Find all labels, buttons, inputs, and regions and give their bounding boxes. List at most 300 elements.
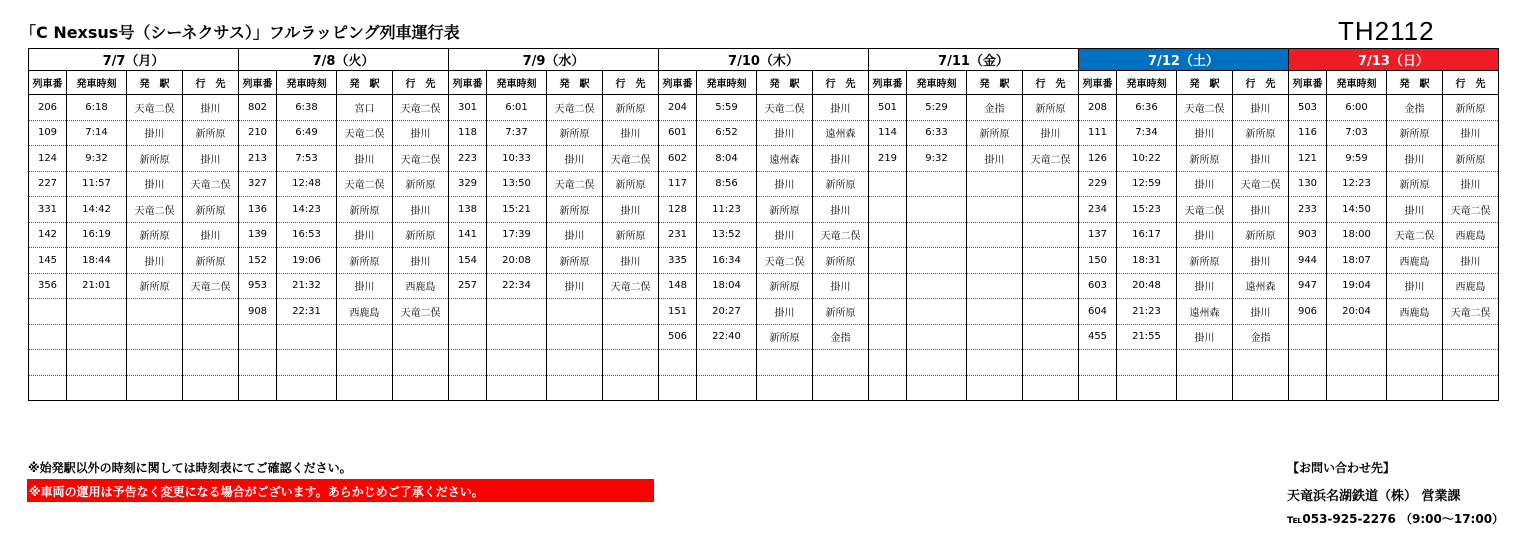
destination-header: 行 先 [1233, 71, 1289, 95]
destination-cell [183, 324, 239, 350]
departure-time-cell: 6:18 [67, 95, 127, 121]
table-row [29, 222, 1499, 248]
departure-time-cell: 15:23 [1117, 197, 1177, 223]
train-number-cell: 503 [1289, 95, 1327, 121]
origin-station-cell: 遠州森 [757, 146, 813, 172]
day-header: 7/7（月） [29, 49, 239, 71]
origin-station-cell: 新所原 [337, 248, 393, 274]
destination-cell: 天竜二俣 [603, 273, 659, 299]
origin-station-cell: 掛川 [547, 222, 603, 248]
train-number-cell [869, 324, 907, 350]
origin-station-cell: 天竜二俣 [337, 171, 393, 197]
origin-station-cell: 天竜二俣 [1177, 197, 1233, 223]
destination-cell: 西鹿島 [393, 273, 449, 299]
departure-time-cell: 9:32 [907, 146, 967, 172]
destination-cell [1023, 273, 1079, 299]
origin-station-cell: 新所原 [1387, 120, 1443, 146]
table-row [29, 95, 1499, 121]
train-number-cell: 329 [449, 171, 487, 197]
table-row [29, 120, 1499, 146]
train-number-header: 列車番 [239, 71, 277, 95]
origin-station-cell [337, 324, 393, 350]
departure-time-cell: 10:33 [487, 146, 547, 172]
train-number-cell: 121 [1289, 146, 1327, 172]
origin-station-cell: 掛川 [1177, 222, 1233, 248]
train-number-cell: 227 [29, 171, 67, 197]
train-number-cell: 257 [449, 273, 487, 299]
timetable [28, 48, 1499, 401]
destination-cell: 天竜二俣 [183, 171, 239, 197]
train-number-cell: 602 [659, 146, 697, 172]
departure-time-cell: 6:38 [277, 95, 337, 121]
train-number-cell: 154 [449, 248, 487, 274]
train-number-cell [659, 350, 697, 376]
departure-time-header: 発車時刻 [907, 71, 967, 95]
table-row [29, 350, 1499, 376]
train-number-header: 列車番 [449, 71, 487, 95]
train-number-header: 列車番 [869, 71, 907, 95]
destination-cell [1023, 222, 1079, 248]
origin-station-cell: 金指 [967, 95, 1023, 121]
origin-station-cell [547, 375, 603, 401]
train-number-cell [1079, 350, 1117, 376]
departure-time-cell: 18:04 [697, 273, 757, 299]
train-number-cell [869, 171, 907, 197]
destination-cell: 新所原 [393, 222, 449, 248]
train-number-cell [869, 350, 907, 376]
origin-station-cell: 天竜二俣 [547, 95, 603, 121]
origin-station-cell: 掛川 [757, 171, 813, 197]
train-number-cell: 953 [239, 273, 277, 299]
destination-cell [393, 375, 449, 401]
departure-time-cell [1117, 350, 1177, 376]
origin-station-cell: 掛川 [547, 146, 603, 172]
contact-heading: 【お問い合わせ先】 [1287, 461, 1396, 475]
destination-cell: 新所原 [813, 248, 869, 274]
departure-time-header: 発車時刻 [1327, 71, 1387, 95]
destination-cell: 掛川 [393, 197, 449, 223]
train-number-cell: 142 [29, 222, 67, 248]
origin-station-cell [127, 299, 183, 325]
origin-station-cell: 遠州森 [1177, 299, 1233, 325]
origin-station-cell: 新所原 [1387, 171, 1443, 197]
train-number-cell: 219 [869, 146, 907, 172]
origin-station-cell: 掛川 [1387, 273, 1443, 299]
origin-station-cell [1177, 375, 1233, 401]
train-number-cell: 151 [659, 299, 697, 325]
departure-time-cell: 7:03 [1327, 120, 1387, 146]
departure-time-cell: 7:37 [487, 120, 547, 146]
departure-time-cell: 6:49 [277, 120, 337, 146]
change-notice-banner: ※車両の運用は予告なく変更になる場合がございます。あらかじめご了承ください。 [27, 479, 654, 502]
train-number-cell: 331 [29, 197, 67, 223]
destination-cell: 天竜二俣 [603, 146, 659, 172]
train-number-cell [449, 350, 487, 376]
departure-time-header: 発車時刻 [1117, 71, 1177, 95]
origin-station-cell: 掛川 [757, 299, 813, 325]
departure-time-cell [487, 350, 547, 376]
departure-time-cell: 7:34 [1117, 120, 1177, 146]
origin-station-cell: 掛川 [1177, 273, 1233, 299]
origin-station-cell: 西鹿島 [1387, 248, 1443, 274]
train-number-cell: 335 [659, 248, 697, 274]
origin-station-cell: 掛川 [1387, 197, 1443, 223]
train-number-cell: 111 [1079, 120, 1117, 146]
train-number-cell: 139 [239, 222, 277, 248]
destination-cell [1233, 375, 1289, 401]
departure-time-header: 発車時刻 [487, 71, 547, 95]
departure-time-header: 発車時刻 [67, 71, 127, 95]
origin-station-cell [1387, 375, 1443, 401]
destination-cell: 天竜二俣 [393, 299, 449, 325]
departure-time-cell [1327, 324, 1387, 350]
origin-station-cell: 新所原 [127, 273, 183, 299]
origin-station-cell: 新所原 [127, 146, 183, 172]
departure-time-cell: 6:36 [1117, 95, 1177, 121]
origin-station-cell: 新所原 [547, 248, 603, 274]
destination-cell: 掛川 [1443, 171, 1499, 197]
origin-station-cell [967, 324, 1023, 350]
train-number-cell: 128 [659, 197, 697, 223]
train-number-cell [869, 197, 907, 223]
destination-cell [183, 299, 239, 325]
departure-time-cell: 19:04 [1327, 273, 1387, 299]
train-number-cell: 130 [1289, 171, 1327, 197]
destination-cell [1233, 350, 1289, 376]
departure-time-cell [1327, 375, 1387, 401]
departure-time-cell: 12:23 [1327, 171, 1387, 197]
destination-cell: 新所原 [1023, 95, 1079, 121]
destination-cell: 新所原 [393, 171, 449, 197]
destination-cell [603, 324, 659, 350]
destination-cell: 西鹿島 [1443, 222, 1499, 248]
destination-cell [1023, 350, 1079, 376]
departure-time-cell [907, 350, 967, 376]
destination-cell [603, 299, 659, 325]
day-header: 7/9（水） [449, 49, 659, 71]
train-number-cell: 908 [239, 299, 277, 325]
table-row [29, 324, 1499, 350]
train-number-cell: 947 [1289, 273, 1327, 299]
train-number-cell [449, 324, 487, 350]
destination-cell: 掛川 [603, 248, 659, 274]
departure-time-cell: 5:29 [907, 95, 967, 121]
train-number-cell: 148 [659, 273, 697, 299]
destination-cell: 天竜二俣 [1443, 299, 1499, 325]
train-number-cell: 603 [1079, 273, 1117, 299]
origin-station-cell [967, 299, 1023, 325]
train-number-cell: 210 [239, 120, 277, 146]
train-number-cell [869, 222, 907, 248]
departure-time-cell: 9:59 [1327, 146, 1387, 172]
departure-time-cell: 21:23 [1117, 299, 1177, 325]
destination-cell: 金指 [813, 324, 869, 350]
departure-time-cell: 14:50 [1327, 197, 1387, 223]
departure-time-cell: 21:01 [67, 273, 127, 299]
origin-station-cell [967, 273, 1023, 299]
departure-time-cell: 22:31 [277, 299, 337, 325]
train-number-cell [29, 375, 67, 401]
destination-cell: 掛川 [1443, 248, 1499, 274]
departure-time-cell [277, 350, 337, 376]
departure-time-cell [487, 324, 547, 350]
origin-station-cell: 掛川 [337, 273, 393, 299]
destination-cell: 天竜二俣 [813, 222, 869, 248]
destination-cell: 遠州森 [813, 120, 869, 146]
origin-station-cell: 新所原 [757, 197, 813, 223]
origin-station-cell: 掛川 [127, 171, 183, 197]
train-number-header: 列車番 [659, 71, 697, 95]
train-number-cell: 229 [1079, 171, 1117, 197]
destination-cell [183, 375, 239, 401]
departure-time-cell: 21:55 [1117, 324, 1177, 350]
destination-cell [1023, 171, 1079, 197]
departure-time-cell: 12:48 [277, 171, 337, 197]
train-number-cell [869, 273, 907, 299]
train-number-cell: 455 [1079, 324, 1117, 350]
origin-station-cell [127, 350, 183, 376]
destination-cell [1023, 248, 1079, 274]
origin-station-cell: 新所原 [1177, 248, 1233, 274]
origin-station-header: 発 駅 [757, 71, 813, 95]
departure-time-cell [907, 248, 967, 274]
train-number-cell: 802 [239, 95, 277, 121]
page-title: ｢C Nexsus号（シーネクサス）」フルラッピング列車運行表 [28, 23, 460, 42]
train-number-cell [29, 299, 67, 325]
destination-cell: 新所原 [603, 222, 659, 248]
train-number-cell [239, 375, 277, 401]
destination-cell [1023, 197, 1079, 223]
origin-station-cell: 天竜二俣 [127, 197, 183, 223]
train-number-cell: 213 [239, 146, 277, 172]
destination-cell: 金指 [1233, 324, 1289, 350]
departure-time-cell: 20:08 [487, 248, 547, 274]
train-number-cell: 356 [29, 273, 67, 299]
table-row [29, 171, 1499, 197]
destination-cell: 新所原 [603, 171, 659, 197]
destination-cell [603, 375, 659, 401]
column-header-row [29, 71, 1499, 95]
train-number-cell: 145 [29, 248, 67, 274]
destination-cell: 掛川 [603, 197, 659, 223]
origin-station-header: 発 駅 [1387, 71, 1443, 95]
departure-time-cell [907, 375, 967, 401]
departure-time-cell: 18:31 [1117, 248, 1177, 274]
train-number-cell: 944 [1289, 248, 1327, 274]
departure-time-cell [1327, 350, 1387, 376]
destination-header: 行 先 [393, 71, 449, 95]
departure-time-cell: 12:59 [1117, 171, 1177, 197]
train-number-cell: 506 [659, 324, 697, 350]
origin-station-cell [757, 375, 813, 401]
destination-cell: 新所原 [1233, 222, 1289, 248]
destination-header: 行 先 [1443, 71, 1499, 95]
train-number-cell: 601 [659, 120, 697, 146]
contact-phone: ℡053-925-2276 （9:00～17:00） [1287, 512, 1505, 526]
departure-time-cell: 18:07 [1327, 248, 1387, 274]
departure-time-cell: 18:00 [1327, 222, 1387, 248]
train-number-cell [239, 324, 277, 350]
destination-cell: 西鹿島 [1443, 273, 1499, 299]
day-header: 7/8（火） [239, 49, 449, 71]
origin-station-cell: 新所原 [757, 324, 813, 350]
train-number-cell: 117 [659, 171, 697, 197]
origin-station-cell [1387, 350, 1443, 376]
departure-time-cell: 21:32 [277, 273, 337, 299]
destination-cell [1023, 375, 1079, 401]
destination-cell: 掛川 [393, 120, 449, 146]
destination-header: 行 先 [183, 71, 239, 95]
origin-station-cell: 掛川 [757, 222, 813, 248]
departure-time-cell [907, 171, 967, 197]
table-row [29, 299, 1499, 325]
origin-station-cell [547, 299, 603, 325]
train-number-cell: 109 [29, 120, 67, 146]
train-number-cell: 501 [869, 95, 907, 121]
destination-cell: 掛川 [1443, 120, 1499, 146]
destination-cell: 掛川 [813, 197, 869, 223]
origin-station-cell: 新所原 [757, 273, 813, 299]
train-number-cell [1079, 375, 1117, 401]
train-number-cell: 116 [1289, 120, 1327, 146]
train-number-cell [869, 375, 907, 401]
departure-time-cell: 7:14 [67, 120, 127, 146]
train-number-cell [449, 375, 487, 401]
origin-station-cell: 天竜二俣 [1387, 222, 1443, 248]
departure-time-cell [907, 197, 967, 223]
origin-station-cell: 新所原 [547, 197, 603, 223]
departure-time-cell: 6:33 [907, 120, 967, 146]
destination-cell: 掛川 [603, 120, 659, 146]
destination-cell: 新所原 [813, 299, 869, 325]
destination-cell: 天竜二俣 [393, 95, 449, 121]
contact-company: 天竜浜名湖鉄道（株） 営業課 [1287, 489, 1461, 504]
destination-header: 行 先 [603, 71, 659, 95]
origin-station-cell: 掛川 [1387, 146, 1443, 172]
destination-cell: 天竜二俣 [1443, 197, 1499, 223]
destination-cell [1443, 350, 1499, 376]
departure-time-cell [277, 324, 337, 350]
departure-time-cell [67, 299, 127, 325]
origin-station-cell: 掛川 [1177, 324, 1233, 350]
destination-cell: 掛川 [1233, 146, 1289, 172]
destination-cell [393, 324, 449, 350]
departure-time-cell [487, 299, 547, 325]
origin-station-cell: 掛川 [547, 273, 603, 299]
train-number-cell: 138 [449, 197, 487, 223]
departure-time-cell: 10:22 [1117, 146, 1177, 172]
origin-station-cell [967, 375, 1023, 401]
origin-station-cell: 新所原 [127, 222, 183, 248]
departure-time-cell: 17:39 [487, 222, 547, 248]
day-header: 7/12（土） [1079, 49, 1289, 71]
train-number-cell [29, 350, 67, 376]
origin-station-cell: 掛川 [1177, 120, 1233, 146]
train-number-cell: 327 [239, 171, 277, 197]
train-number-cell [1289, 350, 1327, 376]
destination-cell: 新所原 [183, 248, 239, 274]
destination-cell [1443, 324, 1499, 350]
origin-station-cell: 天竜二俣 [757, 248, 813, 274]
departure-time-cell: 15:21 [487, 197, 547, 223]
origin-station-cell: 新所原 [967, 120, 1023, 146]
origin-station-cell [127, 375, 183, 401]
departure-time-cell [277, 375, 337, 401]
origin-station-cell [967, 248, 1023, 274]
origin-station-cell [337, 375, 393, 401]
departure-time-cell: 16:17 [1117, 222, 1177, 248]
departure-time-cell: 22:40 [697, 324, 757, 350]
train-number-cell: 223 [449, 146, 487, 172]
destination-cell: 掛川 [1233, 248, 1289, 274]
train-number-cell [239, 350, 277, 376]
destination-cell [393, 350, 449, 376]
destination-cell: 天竜二俣 [1233, 171, 1289, 197]
train-number-cell [869, 248, 907, 274]
origin-station-cell: 新所原 [1177, 146, 1233, 172]
origin-station-cell: 天竜二俣 [127, 95, 183, 121]
departure-time-cell: 8:56 [697, 171, 757, 197]
origin-station-cell: 西鹿島 [337, 299, 393, 325]
train-number-cell: 136 [239, 197, 277, 223]
origin-station-cell [337, 350, 393, 376]
train-number-cell: 301 [449, 95, 487, 121]
departure-time-cell: 19:06 [277, 248, 337, 274]
destination-cell: 新所原 [183, 120, 239, 146]
departure-time-cell [907, 273, 967, 299]
train-number-cell [869, 299, 907, 325]
departure-time-cell: 16:19 [67, 222, 127, 248]
table-row [29, 375, 1499, 401]
destination-cell: 掛川 [183, 95, 239, 121]
origin-station-cell: 西鹿島 [1387, 299, 1443, 325]
train-number-cell: 204 [659, 95, 697, 121]
origin-station-header: 発 駅 [127, 71, 183, 95]
origin-station-cell: 掛川 [127, 248, 183, 274]
destination-cell: 天竜二俣 [1023, 146, 1079, 172]
origin-station-cell: 天竜二俣 [1177, 95, 1233, 121]
train-number-cell: 124 [29, 146, 67, 172]
train-number-cell: 114 [869, 120, 907, 146]
destination-cell: 新所原 [183, 197, 239, 223]
day-header: 7/10（木） [659, 49, 869, 71]
departure-time-cell: 14:23 [277, 197, 337, 223]
departure-time-cell [697, 375, 757, 401]
origin-station-header: 発 駅 [967, 71, 1023, 95]
origin-station-header: 発 駅 [1177, 71, 1233, 95]
origin-station-cell: 宮口 [337, 95, 393, 121]
origin-station-cell: 掛川 [127, 120, 183, 146]
origin-station-cell: 新所原 [547, 120, 603, 146]
departure-time-cell [697, 350, 757, 376]
table-row [29, 273, 1499, 299]
departure-time-cell: 16:53 [277, 222, 337, 248]
origin-station-cell: 掛川 [1177, 171, 1233, 197]
train-number-cell: 137 [1079, 222, 1117, 248]
train-number-cell: 234 [1079, 197, 1117, 223]
departure-time-cell [67, 375, 127, 401]
destination-cell: 天竜二俣 [393, 146, 449, 172]
departure-time-cell: 13:50 [487, 171, 547, 197]
departure-time-cell [67, 324, 127, 350]
destination-header: 行 先 [1023, 71, 1079, 95]
destination-cell: 掛川 [183, 222, 239, 248]
origin-station-cell [1387, 324, 1443, 350]
train-number-cell [449, 299, 487, 325]
departure-time-header: 発車時刻 [697, 71, 757, 95]
destination-cell: 掛川 [813, 95, 869, 121]
departure-time-cell [67, 350, 127, 376]
